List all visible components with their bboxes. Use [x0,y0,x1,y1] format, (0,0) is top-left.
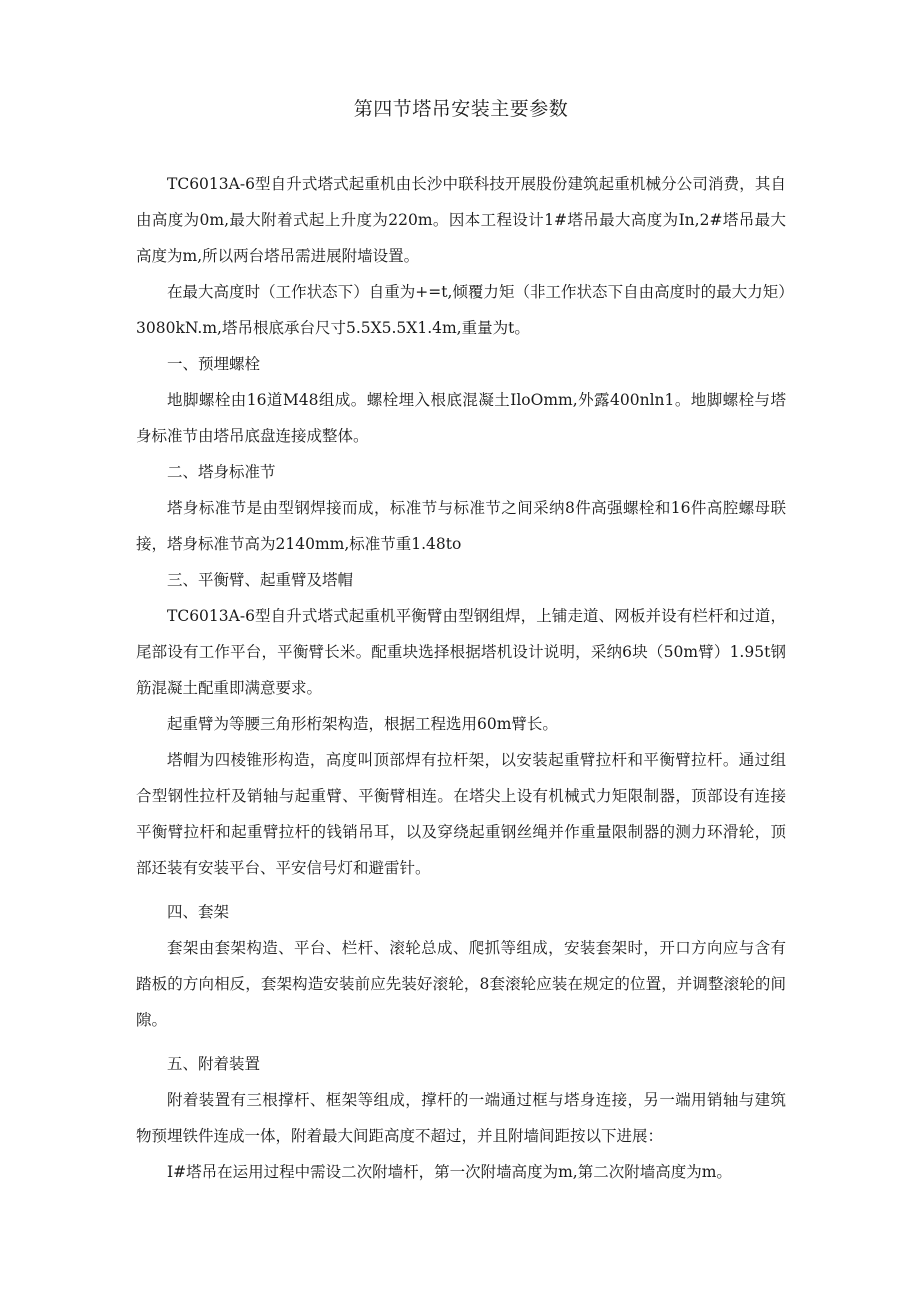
paragraph-mast-section: 塔身标准节是由型钢焊接而成，标准节与标准节之间采纳8件高强螺栓和16件高腔螺母联接，塔身标准节高为2140mm,标准节重1.48to [136,499,786,553]
paragraph-tower-head: 塔帽为四棱锥形构造，高度叫顶部焊有拉杆架，以安装起重臂拉杆和平衡臂拉杆。通过组合型钢性拉杆及销轴与起重臂、平衡臂相连。在塔尖上设有机械式力矩限制器，顶部设有连接平衡臂拉杆和起重臂拉杆的钱销吊耳，以及穿绕起重钢丝绳并作重量限制器的测力环滑轮，顶部还装有安装平台、平安信号灯和避雷针。 [136,751,786,877]
section-heading-tie-device: 五、附着装置 [167,1055,261,1073]
page-title: 第四节塔吊安装主要参数 [353,98,569,120]
section-heading-climbing-frame: 四、套架 [167,903,230,921]
paragraph-climbing-frame: 套架由套架构造、平台、栏杆、滚轮总成、爬抓等组成，安装套架时，开口方向应与含有踏板的方向相反，套架构造安装前应先装好滚轮，8套滚轮应装在规定的位置，并调整滚轮的间隙。 [136,939,786,1029]
paragraph-crane-1-ties: I#塔吊在运用过程中需设二次附墙杆，第一次附墙高度为m,第二次附墙高度为m。 [167,1163,732,1181]
paragraph-anchor-bolts: 地脚螺栓由16道M48组成。螺栓埋入根底混凝土IloOmm,外露400nln1。地脚螺栓与塔身标准节由塔吊底盘连接成整体。 [136,391,786,445]
paragraph-counter-jib: TC6013A-6型自升式塔式起重机平衡臂由型钢组焊，上铺走道、网板并设有栏杆和过道，尾部设有工作平台，平衡臂长米。配重块选择根据塔机设计说明，采纳6块（50m臂）1.95t钢筋混凝土配重即满意要求。 [136,607,786,697]
paragraph-tie-device: 附着装置有三根撑杆、框架等组成，撑杆的一端通过框与塔身连接，另一端用销轴与建筑物预埋铁件连成一体，附着最大间距高度不超过，并且附墙间距按以下进展： [136,1091,786,1145]
paragraph-intro: TC6013A-6型自升式塔式起重机由长沙中联科技开展股份建筑起重机械分公司消费，其自由高度为0m,最大附着式起上升度为220m。因本工程设计1#塔吊最大高度为In,2#塔吊最大高度为m,所以两台塔吊需进展附墙设置。 [136,175,786,265]
section-heading-mast-section: 二、塔身标准节 [167,463,276,481]
section-heading-anchor-bolts: 一、预埋螺栓 [167,355,261,373]
paragraph-weight: 在最大高度时（工作状态下）自重为+=t,倾覆力矩（非工作状态下自由高度时的最大力矩）3080kN.m,塔吊根底承台尺寸5.5X5.5X1.4m,重量为t。 [136,283,786,337]
section-heading-jibs: 三、平衡臂、起重臂及塔帽 [167,571,354,589]
paragraph-jib: 起重臂为等腰三角形桁架构造，根据工程选用60m臂长。 [167,715,558,733]
document-body [136,166,786,1190]
